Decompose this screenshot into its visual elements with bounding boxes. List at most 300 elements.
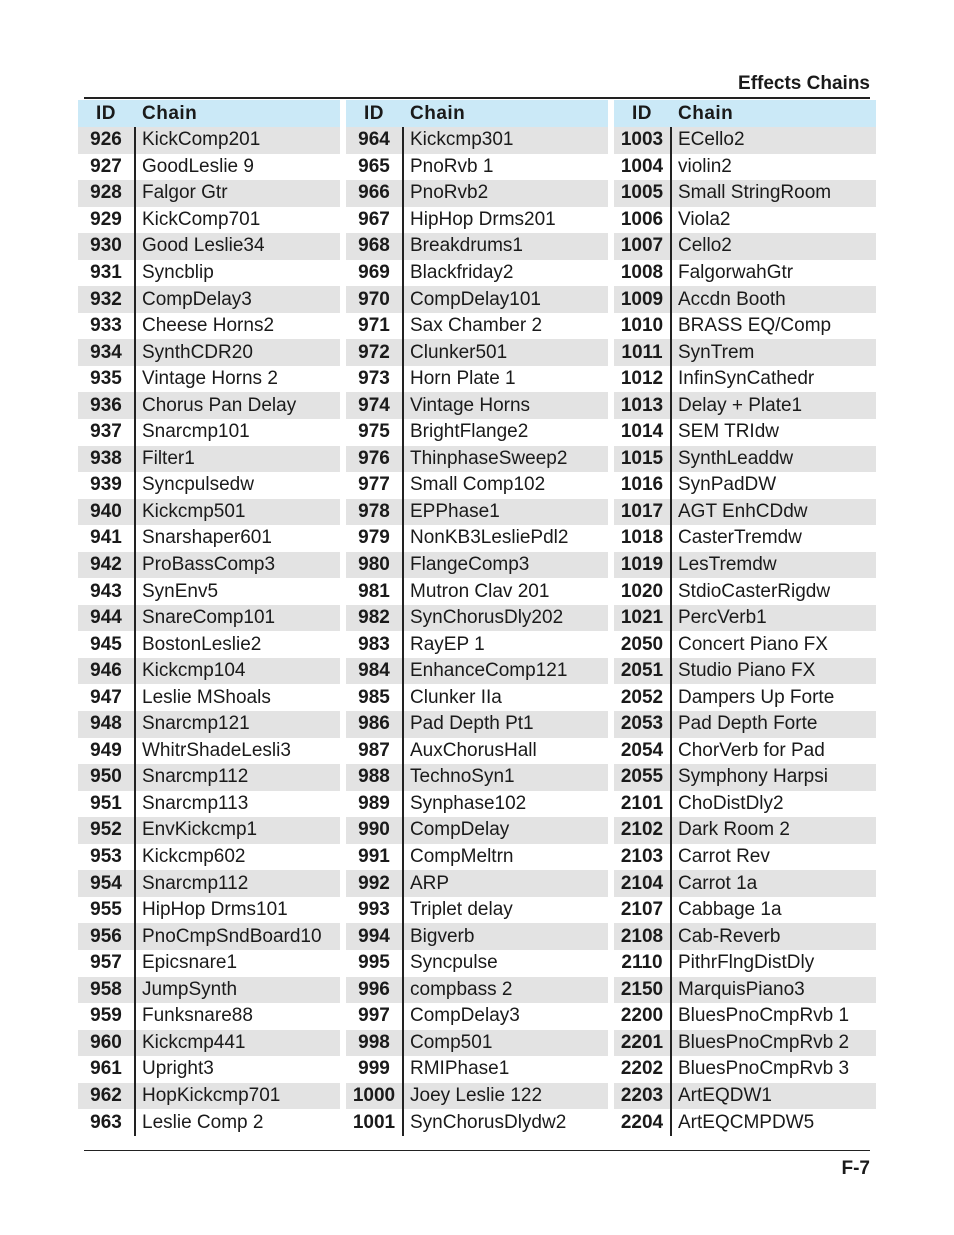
id-cell: 1004 [620,155,664,177]
id-cell: 2052 [620,686,664,708]
chain-cell: ChoDistDly2 [670,791,876,818]
table-row [614,791,876,818]
chain-cell: CompMeltrn [402,844,608,871]
table-column-1 [78,100,340,1136]
chain-cell: PercVerb1 [670,605,876,632]
chain-cell: FlangeComp3 [402,552,608,579]
id-cell: 981 [358,580,390,602]
chain-cell: Concert Piano FX [670,631,876,658]
table-row [346,605,608,632]
id-cell: 2150 [620,978,664,1000]
id-cell: 2051 [620,660,664,682]
table-row [614,446,876,473]
chain-cell: Viola2 [670,207,876,234]
id-cell: 938 [90,447,122,469]
table-row [614,764,876,791]
table-row [78,286,340,313]
chain-cell: Vintage Horns 2 [134,366,340,393]
chain-cell: Kickcmp441 [134,1030,340,1057]
table-row [614,552,876,579]
table-column-3 [614,100,876,1136]
id-cell: 958 [90,978,122,1000]
table-row [614,817,876,844]
table-row [78,738,340,765]
id-cell: 986 [358,713,390,735]
id-cell: 969 [358,262,390,283]
id-cell: 956 [90,925,122,947]
table-row [614,977,876,1004]
chain-cell: InfinSynCathedr [670,366,876,393]
table-row [346,658,608,685]
table-row [614,923,876,950]
id-cell: 2101 [620,792,664,814]
table-row [614,1056,876,1083]
chain-cell: Leslie Comp 2 [134,1109,340,1136]
id-cell: 973 [358,368,390,390]
table-row [78,499,340,526]
id-cell: 2107 [620,899,664,921]
id-cell: 2108 [620,925,664,947]
table-row [346,578,608,605]
id-cell: 1007 [620,235,664,257]
table-row [78,950,340,977]
chain-cell: TechnoSyn1 [402,764,608,791]
chain-cell: Kickcmp104 [134,658,340,685]
chain-cell: PnoCmpSndBoard10 [134,923,340,950]
id-cell: 982 [358,607,390,629]
table-row [346,764,608,791]
table-row [614,1003,876,1030]
table-row [346,844,608,871]
id-cell: 963 [90,1111,122,1133]
id-cell: 972 [358,341,390,363]
table-row [78,127,340,154]
table-row [614,392,876,419]
chain-cell: HipHop Drms101 [134,897,340,924]
chain-cell: Blackfriday2 [402,260,608,287]
table-row [614,499,876,526]
chain-cell: Snarcmp112 [134,764,340,791]
id-cell: 936 [90,394,122,416]
id-cell: 961 [90,1058,122,1080]
id-cell: 962 [90,1084,122,1106]
id-cell: 940 [90,500,122,522]
chain-cell: Funksnare88 [134,1003,340,1030]
chain-cell: SynChorusDlydw2 [402,1109,608,1136]
chain-cell: SynChorusDly202 [402,605,608,632]
id-cell: 983 [358,633,390,655]
chain-cell: Falgor Gtr [134,180,340,207]
id-cell: 1014 [620,421,664,443]
id-cell: 990 [358,819,390,841]
table-row [78,711,340,738]
chain-cell: CompDelay101 [402,286,608,313]
chain-cell: Upright3 [134,1056,340,1083]
table-row [346,1083,608,1110]
table-row [346,154,608,181]
table-row [614,711,876,738]
table-row [614,578,876,605]
chain-cell: GoodLeslie 9 [134,154,340,181]
id-cell: 1008 [620,262,664,283]
table-row [346,1030,608,1057]
chain-cell: Clunker501 [402,339,608,366]
id-cell: 942 [90,554,122,576]
id-cell: 977 [358,474,390,496]
table-row [78,154,340,181]
table-row [346,1003,608,1030]
chain-cell: BluesPnoCmpRvb 2 [670,1030,876,1057]
table-row [346,923,608,950]
table-row [614,738,876,765]
table-row [78,844,340,871]
chain-cell: RayEP 1 [402,631,608,658]
id-cell: 2201 [620,1031,664,1053]
table-row [78,578,340,605]
chain-cell: ThinphaseSweep2 [402,446,608,473]
top-divider [84,97,870,99]
chain-cell: StdioCasterRigdw [670,578,876,605]
id-cell: 951 [90,792,122,814]
table-row [78,180,340,207]
chain-cell: NonKB3LesliePdl2 [402,525,608,552]
id-cell: 984 [358,660,390,682]
id-cell: 1003 [620,129,664,151]
chain-cell: RMIPhase1 [402,1056,608,1083]
section-title: Effects Chains [738,73,870,94]
id-cell: 968 [358,235,390,257]
id-cell: 993 [358,899,390,921]
table-row [78,923,340,950]
table-row [614,472,876,499]
id-cell: 974 [358,394,390,416]
chain-cell: ECello2 [670,127,876,154]
id-cell: 996 [358,978,390,1000]
chain-cell: Snarcmp113 [134,791,340,818]
table-row [346,950,608,977]
chain-cell: ARP [402,870,608,897]
table-row [614,1083,876,1110]
chain-header: Chain [142,102,198,124]
table-header [614,100,876,127]
id-cell: 2200 [620,1005,664,1027]
table-row [78,233,340,260]
table-row [78,260,340,287]
table-row [78,1109,340,1136]
table-row [78,977,340,1004]
table-row [346,472,608,499]
id-cell: 976 [358,447,390,469]
chain-cell: AGT EnhCDdw [670,499,876,526]
table-row [78,1030,340,1057]
chain-cell: JumpSynth [134,977,340,1004]
id-cell: 957 [90,952,122,974]
table-row [346,392,608,419]
table-row [614,419,876,446]
table-row [614,339,876,366]
table-row [346,207,608,234]
table-row [78,870,340,897]
table-row [346,260,608,287]
table-row [614,207,876,234]
id-cell: 1019 [620,554,664,576]
chain-cell: Pad Depth Pt1 [402,711,608,738]
table-row [78,472,340,499]
id-cell: 1012 [620,368,664,390]
chain-cell: Horn Plate 1 [402,366,608,393]
id-cell: 954 [90,872,122,894]
table-row [346,180,608,207]
id-cell: 997 [358,1005,390,1027]
table-header [346,100,608,127]
table-row [346,631,608,658]
id-cell: 950 [90,766,122,788]
id-cell: 978 [358,500,390,522]
id-cell: 1005 [620,182,664,204]
id-cell: 948 [90,713,122,735]
chain-cell: Snarcmp101 [134,419,340,446]
chain-cell: Small StringRoom [670,180,876,207]
id-cell: 2055 [620,766,664,788]
id-cell: 971 [358,315,390,337]
chain-cell: Dark Room 2 [670,817,876,844]
id-cell: 931 [90,262,122,283]
id-cell: 985 [358,686,390,708]
id-cell: 2110 [621,952,663,974]
id-cell: 2053 [620,713,664,735]
chain-cell: Leslie MShoals [134,684,340,711]
chain-cell: Kickcmp301 [402,127,608,154]
table-row [614,233,876,260]
id-cell: 941 [90,527,122,549]
chain-cell: Kickcmp602 [134,844,340,871]
chain-cell: MarquisPiano3 [670,977,876,1004]
chain-cell: Syncblip [134,260,340,287]
id-cell: 1021 [620,607,664,629]
table-row [614,870,876,897]
table-row [614,684,876,711]
chain-cell: EPPhase1 [402,499,608,526]
id-cell: 1017 [620,500,664,522]
chain-cell: HipHop Drms201 [402,207,608,234]
chain-cell: ProBassComp3 [134,552,340,579]
chain-cell: CompDelay3 [402,1003,608,1030]
chain-cell: SynTrem [670,339,876,366]
chain-cell: Sax Chamber 2 [402,313,608,340]
id-cell: 926 [90,129,122,151]
chain-cell: Good Leslie34 [134,233,340,260]
chain-cell: Cabbage 1a [670,897,876,924]
table-row [78,897,340,924]
chain-cell: Mutron Clav 201 [402,578,608,605]
table-row [78,817,340,844]
id-cell: 1009 [620,288,664,310]
table-row [346,684,608,711]
chain-cell: Snarcmp121 [134,711,340,738]
chain-cell: compbass 2 [402,977,608,1004]
chain-cell: ArtEQCMPDW5 [670,1109,876,1136]
id-cell: 965 [358,155,390,177]
chain-cell: Delay + Plate1 [670,392,876,419]
table-row [78,1003,340,1030]
chain-cell: ArtEQDW1 [670,1083,876,1110]
chain-cell: Snarcmp112 [134,870,340,897]
chain-cell: PnoRvb 1 [402,154,608,181]
chain-cell: KickComp201 [134,127,340,154]
id-cell: 946 [90,660,122,682]
chain-cell: Comp501 [402,1030,608,1057]
id-header: ID [364,102,384,124]
chain-cell: SynPadDW [670,472,876,499]
chain-cell: Syncpulse [402,950,608,977]
table-row [78,658,340,685]
chain-cell: Cello2 [670,233,876,260]
chain-cell: SynEnv5 [134,578,340,605]
chain-cell: Studio Piano FX [670,658,876,685]
table-row [614,950,876,977]
table-row [78,552,340,579]
chain-cell: FalgorwahGtr [670,260,876,287]
table-row [614,313,876,340]
table-row [614,605,876,632]
chain-cell: BostonLeslie2 [134,631,340,658]
id-cell: 953 [90,846,122,868]
id-cell: 959 [90,1005,122,1027]
table-row [78,366,340,393]
id-cell: 1010 [620,315,664,337]
id-cell: 960 [90,1031,122,1053]
table-row [346,339,608,366]
id-cell: 935 [90,368,122,390]
table-row [78,525,340,552]
table-row [78,1056,340,1083]
id-cell: 1000 [352,1084,396,1106]
chain-cell: EnvKickcmp1 [134,817,340,844]
id-cell: 999 [358,1058,390,1080]
chain-cell: HopKickcmp701 [134,1083,340,1110]
id-cell: 980 [358,554,390,576]
chain-cell: Carrot 1a [670,870,876,897]
id-cell: 949 [90,739,122,761]
id-cell: 944 [90,607,122,629]
chain-cell: Syncpulsedw [134,472,340,499]
id-cell: 992 [358,872,390,894]
chain-cell: CompDelay3 [134,286,340,313]
table-row [614,366,876,393]
chain-cell: LesTremdw [670,552,876,579]
table-row [614,1030,876,1057]
id-cell: 932 [90,288,122,310]
table-row [346,366,608,393]
chain-cell: Epicsnare1 [134,950,340,977]
table-row [614,1109,876,1136]
id-cell: 1015 [620,447,664,469]
id-cell: 1001 [352,1111,396,1133]
table-row [78,764,340,791]
id-cell: 970 [358,288,390,310]
chain-cell: AuxChorusHall [402,738,608,765]
id-cell: 955 [90,899,122,921]
id-cell: 928 [90,182,122,204]
id-cell: 2202 [620,1058,664,1080]
chain-cell: CompDelay [402,817,608,844]
table-row [78,392,340,419]
id-cell: 2203 [620,1084,664,1106]
chain-cell: BluesPnoCmpRvb 1 [670,1003,876,1030]
chain-cell: Triplet delay [402,897,608,924]
chain-cell: Clunker IIa [402,684,608,711]
chain-cell: SEM TRIdw [670,419,876,446]
table-row [78,605,340,632]
table-column-2 [346,100,608,1136]
table-row [78,631,340,658]
id-cell: 2104 [620,872,664,894]
chain-cell: SnareComp101 [134,605,340,632]
table-row [614,844,876,871]
id-cell: 964 [358,129,390,151]
page-number: F-7 [841,1158,870,1179]
chain-cell: Filter1 [134,446,340,473]
id-cell: 929 [90,208,122,230]
id-cell: 966 [358,182,390,204]
id-header: ID [632,102,652,124]
id-cell: 998 [358,1031,390,1053]
chain-cell: WhitrShadeLesli3 [134,738,340,765]
table-row [346,233,608,260]
chain-cell: Symphony Harpsi [670,764,876,791]
id-cell: 1013 [620,394,664,416]
chain-cell: Bigverb [402,923,608,950]
id-cell: 2054 [620,739,664,761]
table-row [346,1056,608,1083]
table-row [346,499,608,526]
chain-cell: PnoRvb2 [402,180,608,207]
id-cell: 952 [90,819,122,841]
id-cell: 2103 [620,846,664,868]
table-row [346,525,608,552]
table-row [346,127,608,154]
chain-header: Chain [410,102,466,124]
chain-cell: Carrot Rev [670,844,876,871]
table-row [78,419,340,446]
table-row [346,1109,608,1136]
id-cell: 991 [358,846,390,868]
chain-cell: CasterTremdw [670,525,876,552]
chain-cell: Kickcmp501 [134,499,340,526]
table-row [614,260,876,287]
table-row [614,658,876,685]
id-cell: 943 [90,580,122,602]
table-row [614,286,876,313]
id-cell: 2204 [620,1111,664,1133]
table-row [614,897,876,924]
id-cell: 937 [90,421,122,443]
table-row [346,286,608,313]
table-row [346,419,608,446]
id-cell: 947 [90,686,122,708]
table-row [346,552,608,579]
id-cell: 1018 [620,527,664,549]
table-row [78,207,340,234]
table-row [614,127,876,154]
table-row [614,631,876,658]
id-cell: 1006 [620,208,664,230]
id-cell: 1020 [620,580,664,602]
chain-cell: Breakdrums1 [402,233,608,260]
id-cell: 994 [358,925,390,947]
chain-cell: Cab-Reverb [670,923,876,950]
id-cell: 939 [90,474,122,496]
